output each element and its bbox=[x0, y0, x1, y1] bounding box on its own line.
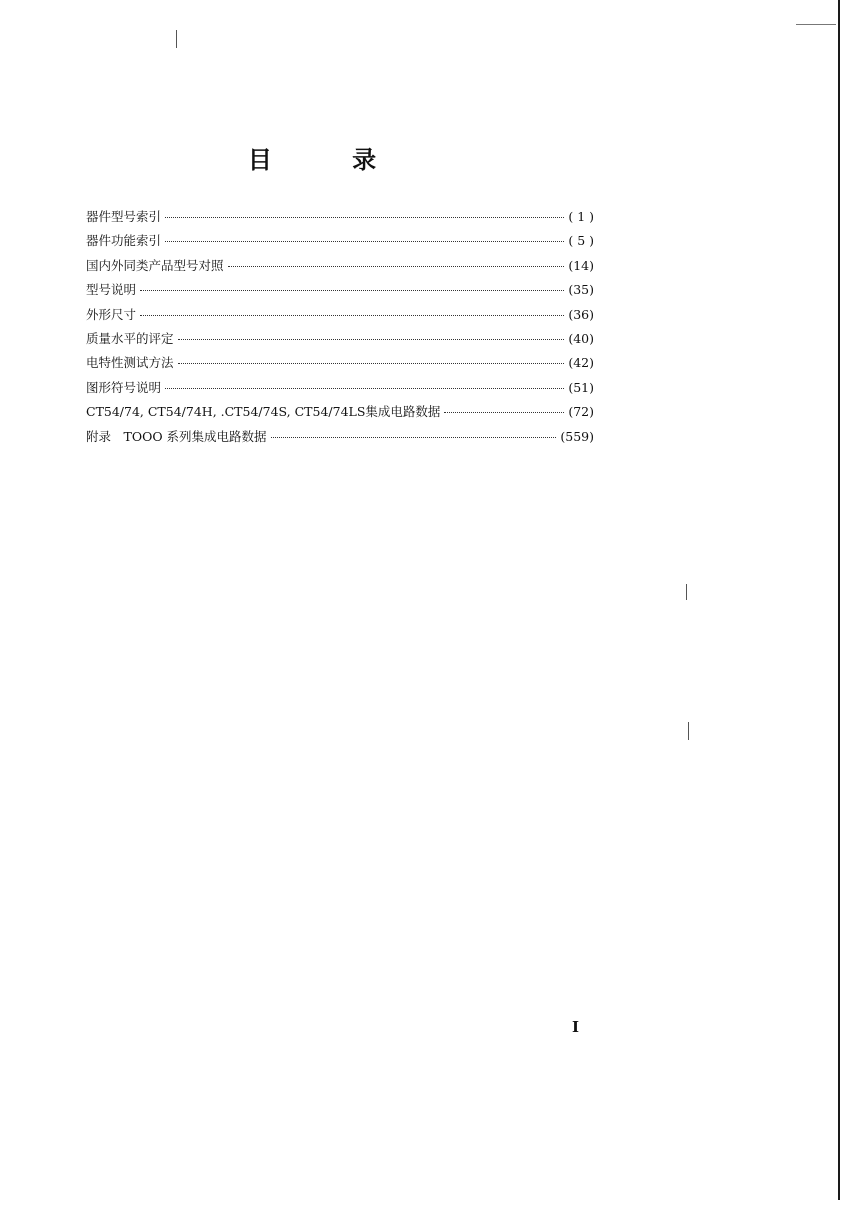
toc-entry-title: 附录 TOOO 系列集成电路数据 bbox=[86, 428, 267, 444]
dot-leader bbox=[178, 363, 565, 364]
toc-entry[interactable] bbox=[86, 378, 594, 402]
toc-entry-page: (559) bbox=[560, 428, 594, 444]
toc-entry-page: (42) bbox=[568, 355, 594, 371]
toc-entry[interactable] bbox=[86, 353, 594, 377]
dot-leader bbox=[165, 388, 564, 389]
toc-entry-title: 器件型号索引 bbox=[86, 209, 162, 224]
toc-entry-page: (36) bbox=[568, 306, 594, 322]
toc-entry-title: 器件功能索引 bbox=[86, 233, 162, 249]
toc-entry-title: 质量水平的评定 bbox=[86, 330, 174, 346]
page-title: 目 录 bbox=[247, 145, 413, 174]
toc-entry-page: ( 5 ) bbox=[568, 233, 594, 249]
toc-entry-title: 型号说明 bbox=[86, 282, 137, 298]
toc-entry[interactable] bbox=[86, 305, 594, 329]
dot-leader bbox=[165, 241, 564, 242]
scan-edge-mark bbox=[796, 24, 836, 25]
toc-entry-title: 电特性测试方法 bbox=[86, 355, 174, 371]
scan-speck bbox=[686, 584, 687, 600]
toc-entry[interactable] bbox=[86, 280, 594, 304]
toc-entry-page: (14) bbox=[568, 257, 594, 273]
toc-entry-page: (40) bbox=[568, 330, 594, 346]
toc-entry-title: 外形尺寸 bbox=[86, 306, 137, 322]
page-number: Ⅰ bbox=[572, 1018, 580, 1036]
toc-entry[interactable] bbox=[86, 231, 594, 255]
dot-leader bbox=[178, 339, 565, 340]
toc-entry-page: (72) bbox=[568, 404, 594, 420]
scan-speck bbox=[688, 722, 689, 740]
dot-leader bbox=[165, 217, 564, 218]
toc-entry[interactable] bbox=[86, 427, 594, 451]
toc-entry[interactable] bbox=[86, 207, 594, 231]
toc-entry-page: (35) bbox=[568, 282, 594, 298]
dot-leader bbox=[228, 266, 565, 267]
toc-entry[interactable] bbox=[86, 402, 594, 426]
toc-entry-title: CT54/74, CT54/74H, .CT54/74S, CT54/74LS集成电路数据 bbox=[86, 404, 441, 420]
dot-leader bbox=[140, 290, 564, 291]
toc-entry-title: 图形符号说明 bbox=[86, 379, 162, 395]
toc-entry-title: 国内外同类产品型号对照 bbox=[86, 257, 224, 273]
table-of-contents bbox=[86, 207, 594, 451]
toc-entry-page: (51) bbox=[568, 379, 594, 395]
toc-entry[interactable] bbox=[86, 329, 594, 353]
dot-leader bbox=[444, 412, 564, 413]
toc-entry-page: ( 1 ) bbox=[568, 209, 594, 224]
dot-leader bbox=[140, 315, 564, 316]
scan-speck bbox=[176, 30, 177, 48]
toc-entry[interactable] bbox=[86, 256, 594, 280]
dot-leader bbox=[271, 437, 557, 438]
scan-edge-line bbox=[838, 0, 840, 1200]
